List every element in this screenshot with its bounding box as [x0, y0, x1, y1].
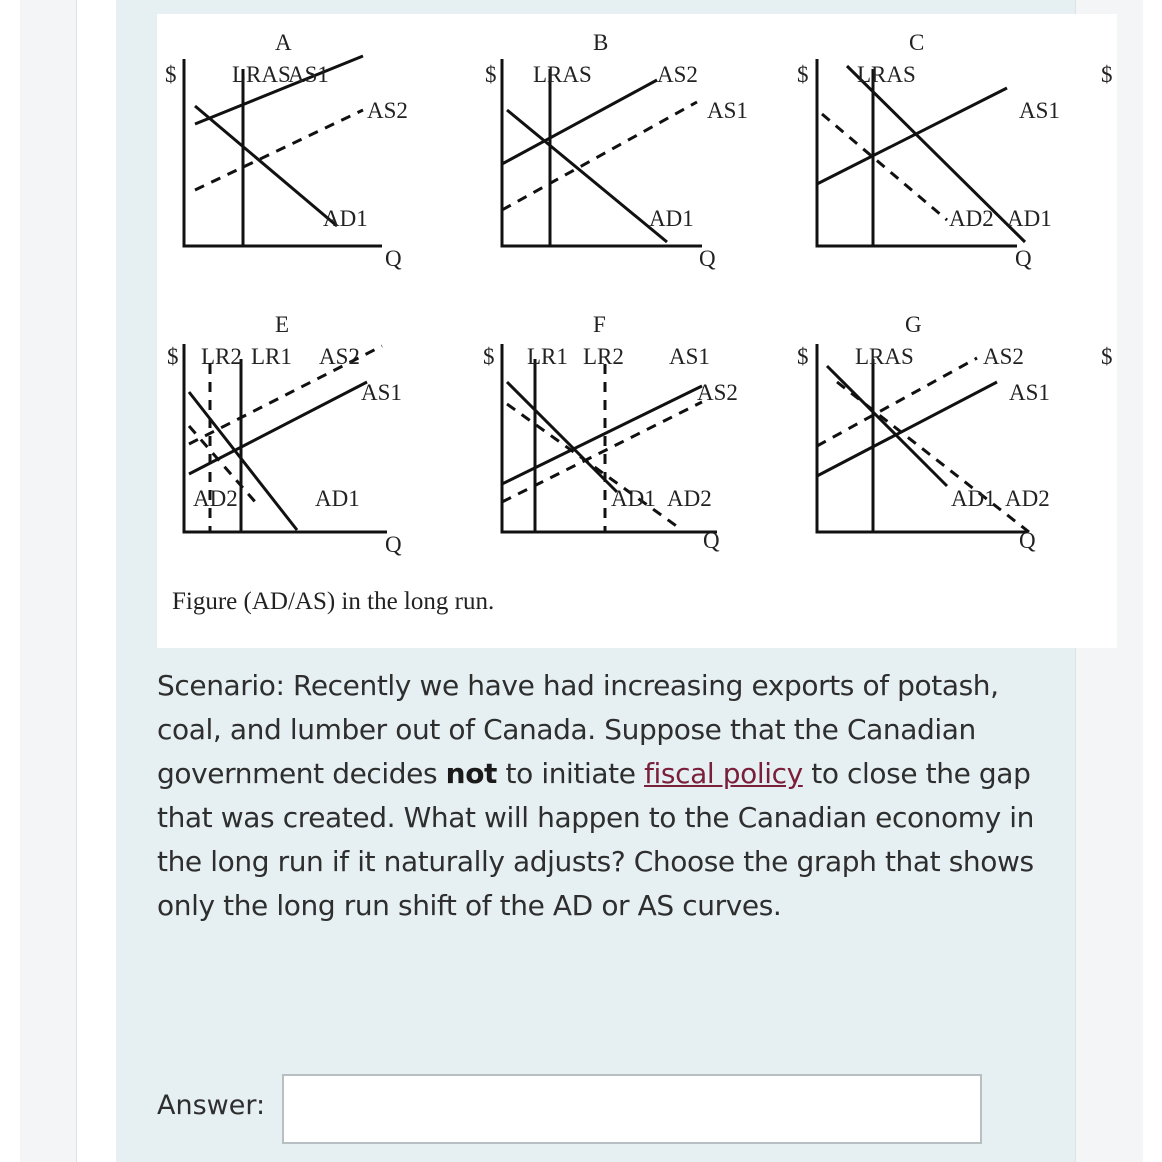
svg-text:AS2: AS2 — [697, 380, 738, 405]
svg-text:G: G — [905, 312, 922, 337]
graph-c-ad2 — [822, 114, 947, 220]
svg-text:Q: Q — [699, 246, 716, 271]
svg-text:AD1: AD1 — [649, 206, 694, 231]
page-margin-left — [0, 0, 20, 1162]
svg-text:AD2: AD2 — [949, 206, 994, 231]
adas-figure-svg — [157, 14, 1117, 648]
question-part-3: to close the gap that was created. What will happen to the Canadian economy in the long run if it naturally adjusts? Choose the graph that shows only the long run shift of the AD or AS curves. — [157, 757, 1035, 922]
svg-text:$: $ — [797, 344, 809, 369]
svg-text:AD1: AD1 — [611, 486, 656, 511]
graph-g-as1 — [817, 382, 997, 476]
svg-text:LR2: LR2 — [201, 344, 242, 369]
question-text — [157, 664, 1037, 928]
graph-g — [817, 344, 1029, 532]
svg-text:LRAS: LRAS — [533, 62, 592, 87]
svg-text:AS1: AS1 — [1019, 98, 1060, 123]
svg-text:AD1: AD1 — [323, 206, 368, 231]
svg-text:$: $ — [165, 62, 177, 87]
svg-text:AD1: AD1 — [315, 486, 360, 511]
svg-text:Q: Q — [1019, 528, 1036, 553]
graph-c — [817, 59, 1025, 246]
svg-text:AD2: AD2 — [1005, 486, 1050, 511]
edge-dollar-bottom: $ — [1101, 344, 1113, 369]
svg-text:LR2: LR2 — [583, 344, 624, 369]
answer-label: Answer: — [157, 1090, 266, 1121]
graph-b-ad1 — [507, 110, 667, 242]
graph-e-labels — [167, 312, 402, 557]
graph-f-ad2 — [507, 404, 682, 530]
svg-text:Q: Q — [385, 246, 402, 271]
svg-text:LR1: LR1 — [527, 344, 568, 369]
svg-text:AS2: AS2 — [319, 344, 360, 369]
svg-text:AD1: AD1 — [1007, 206, 1052, 231]
left-gutter — [20, 0, 77, 1162]
graph-b-as2 — [502, 102, 697, 210]
svg-text:AD2: AD2 — [193, 486, 238, 511]
svg-text:$: $ — [797, 62, 809, 87]
svg-text:AD2: AD2 — [667, 486, 712, 511]
svg-text:Q: Q — [385, 532, 402, 557]
graph-f-as1 — [502, 386, 702, 484]
svg-text:AS2: AS2 — [657, 62, 698, 87]
graph-c-labels — [797, 30, 1060, 271]
graph-a-ad1 — [195, 106, 337, 226]
svg-text:$: $ — [483, 344, 495, 369]
svg-text:$: $ — [485, 62, 497, 87]
svg-text:LRAS: LRAS — [857, 62, 916, 87]
graph-a-letter: A — [275, 30, 292, 55]
fiscal-policy-link[interactable]: fiscal policy — [644, 757, 803, 790]
svg-text:F: F — [593, 312, 606, 337]
question-part-2: to initiate — [497, 757, 645, 790]
question-part-1: Scenario: Recently we have had increasing exports of potash, coal, and lumber out of Canada. Suppose that the Canadian government decides — [157, 669, 999, 790]
svg-text:AD1: AD1 — [951, 486, 996, 511]
graph-c-as1 — [817, 88, 1007, 184]
question-emphasis: not — [445, 757, 498, 790]
svg-text:AS1: AS1 — [288, 62, 329, 87]
svg-text:AS1: AS1 — [707, 98, 748, 123]
svg-text:E: E — [275, 312, 290, 337]
svg-text:$: $ — [167, 344, 179, 369]
figure-image — [157, 14, 1117, 648]
svg-text:LRAS: LRAS — [855, 344, 914, 369]
figure-caption: Figure (AD/AS) in the long run. — [172, 588, 495, 615]
svg-text:LR1: LR1 — [251, 344, 292, 369]
edge-dollar-top: $ — [1101, 62, 1113, 87]
svg-text:LRAS: LRAS — [232, 62, 291, 87]
svg-text:Q: Q — [703, 528, 720, 553]
svg-text:AS2: AS2 — [367, 98, 408, 123]
graph-a-labels — [165, 30, 408, 271]
svg-text:C: C — [909, 30, 925, 55]
svg-text:AS2: AS2 — [983, 344, 1024, 369]
svg-text:AS1: AS1 — [669, 344, 710, 369]
graph-b-as1 — [502, 80, 657, 164]
graph-g-ad2 — [837, 382, 1029, 532]
svg-text:AS1: AS1 — [361, 380, 402, 405]
answer-input[interactable] — [282, 1074, 982, 1144]
svg-text:B: B — [593, 30, 609, 55]
svg-text:AS1: AS1 — [1009, 380, 1050, 405]
svg-text:Q: Q — [1015, 246, 1032, 271]
